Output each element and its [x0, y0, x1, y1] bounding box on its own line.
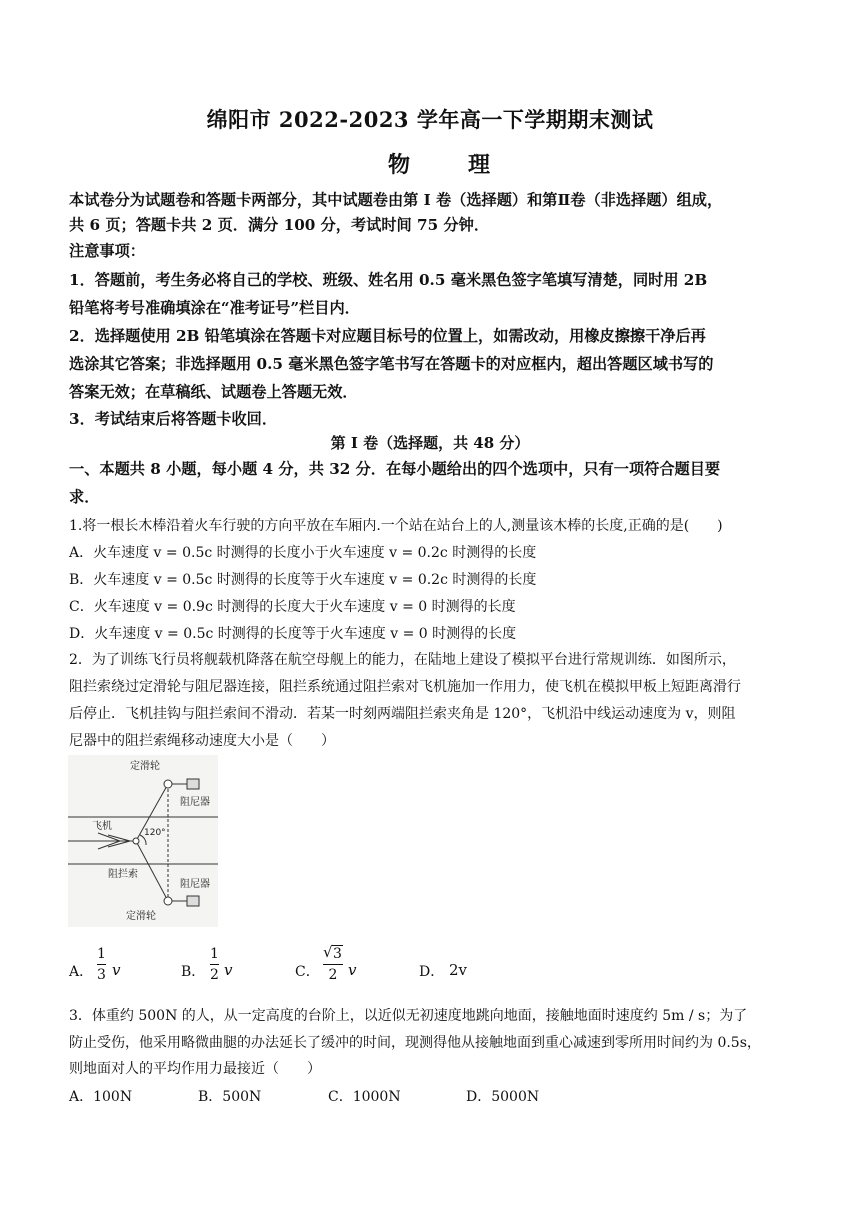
question-1-option-b: B．火车速度 v = 0.5c 时测得的长度等于火车速度 v = 0.2c 时测得的长度 [69, 572, 537, 588]
question-2-option-b [181, 945, 281, 995]
section-instructions-cont: 求． [69, 488, 100, 506]
question-3-option-b: B．500N [198, 1089, 262, 1105]
exam-title: 绵阳市 2022-2023 学年高一下学期期末测试 [206, 107, 654, 132]
note-2: 2．选择题使用 2B 铅笔填涂在答题卡对应题目标号的位置上，如需改动，用橡皮擦擦干净后再 [69, 327, 706, 345]
question-3-option-a: A．100N [69, 1089, 133, 1105]
question-1-stem: 1.将一根长木棒沿着火车行驶的方向平放在车厢内.一个站在站台上的人,测量该木棒的长度,正确的是( ) [69, 518, 723, 534]
question-3-option-c: C．1000N [328, 1089, 401, 1105]
arresting-cable-diagram [68, 755, 218, 927]
question-1-option-d: D．火车速度 v = 0.5c 时测得的长度等于火车速度 v = 0 时测得的长度 [69, 626, 517, 642]
intro-line: 共 6 页；答题卡共 2 页．满分 100 分，考试时间 75 分钟． [69, 216, 490, 234]
fraction-numerator: 3 [333, 946, 342, 962]
fraction-one-half [210, 945, 219, 984]
question-3-stem: 3．体重约 500N 的人，从一定高度的台阶上，以近似无初速度地跳向地面，接触地面时速度约 5m / s；为了 [69, 1008, 748, 1024]
note-3: 3．考试结束后将答题卡收回． [69, 410, 278, 428]
question-3-stem-cont: 则地面对人的平均作用力最接近（ ） [69, 1061, 321, 1077]
fraction-one-third [97, 945, 106, 984]
note-1-cont: 铅笔将考号准确填涂在“准考证号”栏目内． [69, 299, 360, 317]
question-2-option-d [419, 945, 499, 995]
label-plane: 飞机 [92, 821, 112, 832]
label-damper-top: 阻尼器 [180, 797, 210, 808]
question-3-stem-cont: 防止受伤，他采用略微曲腿的办法延长了缓冲的时间，现测得他从接触地面到重心减速到零所用时间约为 0.5s， [69, 1035, 761, 1051]
question-3-option-d: D．5000N [466, 1089, 540, 1105]
option-d-label: D． [419, 964, 445, 980]
label-damper-bottom: 阻尼器 [180, 879, 210, 890]
question-1-option-c: C．火车速度 v = 0.9c 时测得的长度大于火车速度 v = 0 时测得的长度 [69, 599, 516, 615]
note-2-cont: 答案无效；在草稿纸、试题卷上答题无效． [69, 383, 358, 401]
option-d-value: 2v [449, 961, 468, 979]
label-angle: 120° [144, 828, 166, 838]
fraction-denominator: 2 [210, 967, 219, 983]
label-pulley-bottom: 定滑轮 [126, 911, 156, 922]
fraction-denominator: 3 [97, 967, 106, 983]
fraction-denominator: 2 [328, 967, 338, 983]
question-1-option-a: A．火车速度 v = 0.5c 时测得的长度小于火车速度 v = 0.2c 时测得的长度 [69, 545, 537, 561]
intro-line: 本试卷分为试题卷和答题卡两部分，其中试题卷由第 I 卷（选择题）和第Ⅱ卷（非选择题）组成， [69, 191, 723, 209]
variable-v: v [224, 961, 233, 979]
question-2-stem-cont: 阻拦索绕过定滑轮与阻尼器连接，阻拦系统通过阻拦索对飞机施加一作用力，使飞机在模拟甲板上短距离滑行 [69, 679, 741, 695]
question-2-option-c [295, 945, 395, 995]
question-2-options [69, 945, 509, 995]
label-cable: 阻拦索 [108, 869, 138, 880]
exam-subject: 物 理 [387, 152, 508, 178]
note-2-cont: 选涂其它答案；非选择题用 0.5 毫米黑色签字笔书写在答题卡的对应框内，超出答题区域书写的 [69, 355, 714, 373]
section-title: 第 I 卷（选择题，共 48 分） [330, 434, 530, 452]
variable-v: v [348, 961, 357, 979]
fraction-numerator: 1 [97, 946, 106, 962]
fraction-sqrt3-over-2: √ 3 2 [323, 943, 342, 983]
question-2-stem: 2．为了训练飞行员将舰载机降落在航空母舰上的能力，在陆地上建设了模拟平台进行常规训练．如图所示， [69, 652, 736, 668]
label-pulley-top: 定滑轮 [130, 761, 160, 772]
question-2-stem-cont: 后停止．飞机挂钩与阻拦索间不滑动．若某一时刻两端阻拦索夹角是 120°，飞机沿中线运动速度为 v，则阻 [69, 706, 736, 722]
option-c-label: C． [295, 964, 320, 980]
question-2-stem-cont: 尼器中的阻拦索绳移动速度大小是（ ） [69, 733, 335, 749]
variable-v: v [112, 961, 121, 979]
note-1: 1．答题前，考生务必将自己的学校、班级、姓名用 0.5 毫米黑色签字笔填写清楚，同时用 2B [69, 271, 708, 289]
question-2-option-a [69, 945, 169, 995]
notes-heading: 注意事项： [69, 242, 145, 260]
section-instructions: 一、本题共 8 小题，每小题 4 分，共 32 分．在每小题给出的四个选项中，只有一项符合题目要 [69, 460, 721, 478]
fraction-numerator: 1 [210, 946, 219, 962]
option-a-label: A． [69, 964, 94, 980]
option-b-label: B． [181, 964, 206, 980]
